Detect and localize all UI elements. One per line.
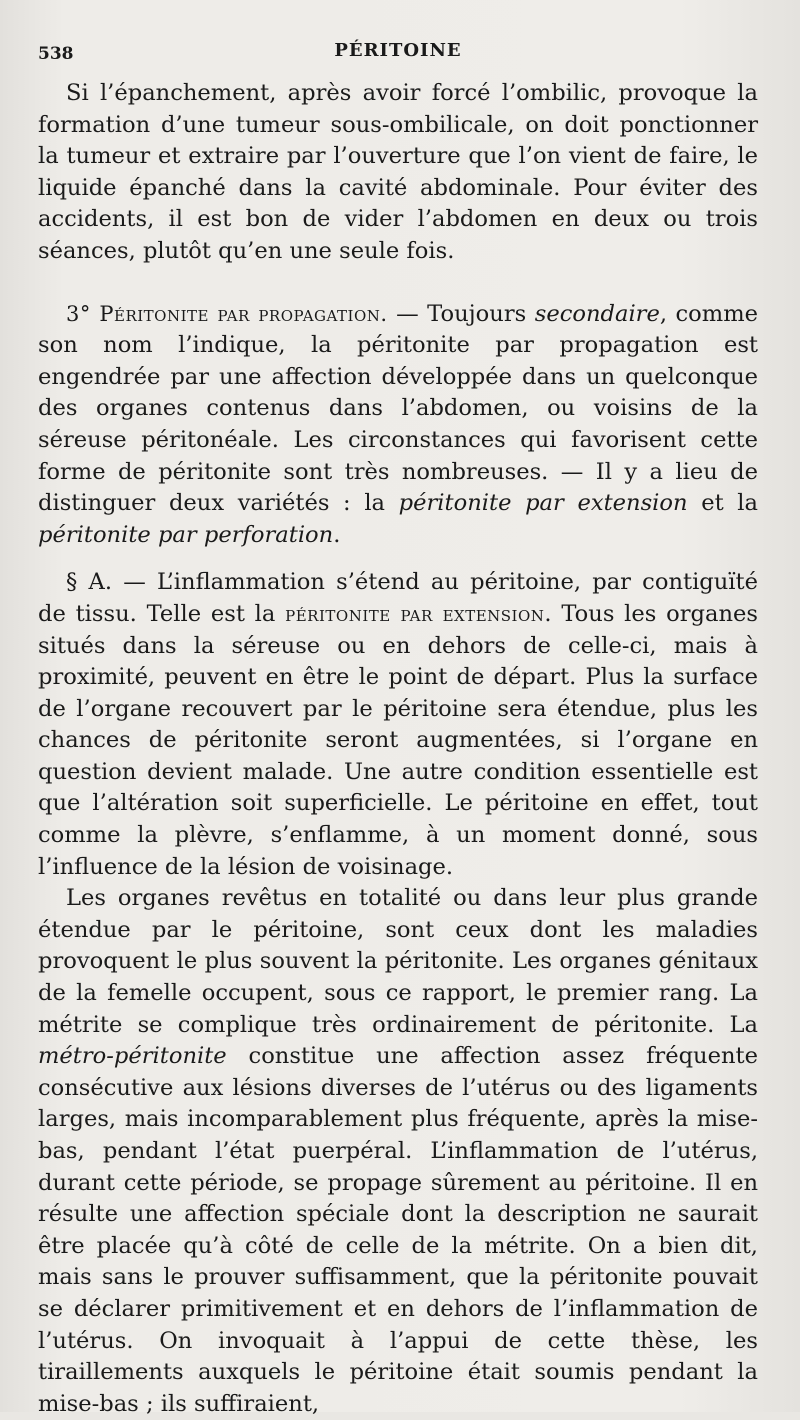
page-number: 538 [38, 44, 74, 64]
text-run: , comme son nom l’indique, la péritonite par propagation est engendrée par une affection développée dans un quelconque des organes contenus dans l’abdomen, ou voisins de la séreuse péritonéale. Les circonstances qui favorisent cette forme de péritonite sont très nombreuses. — Il y a lieu de distinguer deux variétés : la [38, 300, 759, 517]
paragraph-epanchement: Si l’épanchement, après avoir forcé l’ombilic, provoque la formation d’une tumeur sous-ombilicale, on doit ponctionner la tumeur et extraire par l’ouverture que l’on vient de faire, le liquide épanché dans la cavité abdominale. Pour éviter des accidents, il est bon de vider l’abdomen en deux ou trois séances, plutôt qu’en une seule fois. [38, 80, 758, 264]
paragraph-propagation [38, 299, 758, 552]
text-run: § A. — L’inflammation s’étend au péritoine, par contiguïté de tissu. Telle est la [38, 569, 758, 627]
section-heading-propagation: 3° Péritonite par propagation. [66, 301, 388, 326]
italic-run: péritonite par perforation [38, 521, 334, 548]
text-run: constitue une affection assez fréquente consécutive aux lésions diverses de l’utérus ou des ligaments larges, mais incomparablement plus fréquente, après la mise-bas, pendant l’état puerpéral. L’inflammation de l’utérus, durant cette période, se propage sûrement au péritoine. Il en résulte une affection spéciale dont la description ne saurait être placée qu’à côté de celle de la métrite. On a bien dit, mais sans le prouver suffisamment, que la péritonite pouvait se déclarer primitivement et en dehors de l’inflammation de l’utérus. On invoquait à l’appui de cette thèse, les tiraillements auxquels le péritoine était soumis pendant la mise-bas ; ils suffiraient, [38, 1043, 758, 1417]
section-gap [38, 268, 758, 299]
italic-run: secondaire [534, 300, 660, 327]
section-gap [38, 551, 758, 567]
page-body [38, 78, 758, 1420]
text-run: — Toujours [387, 300, 535, 327]
text-run: . [333, 521, 341, 548]
running-title: PÉRITOINE [334, 40, 462, 61]
italic-run: péritonite par extension [398, 490, 688, 517]
text-run: et la [687, 490, 758, 517]
text-run: Les organes revêtus en totalité ou dans leur plus grande étendue par le péritoine, sont ceux dont les maladies provoquent le plus souvent la péritonite. Les organes génitaux de la femelle occupent, sous ce rapport, le premier rang. La métrite se complique très ordinairement de péritonite. La [38, 885, 758, 1038]
italic-run: métro-péritonite [38, 1043, 227, 1070]
paragraph-extension [38, 567, 758, 883]
running-head [38, 38, 758, 78]
text-run: . Tous les organes situés dans la séreuse ou en dehors de celle-ci, mais à proximité, peuvent en être le point de départ. Plus la surface de l’organe recouvert par le péritoine sera étendue, plus les chances de péritonite seront augmentées, si l’organe en question devient malade. Une autre condition essentielle est que l’altération soit superficielle. Le péritoine en effet, tout comme la plèvre, s’enflamme, à un moment donné, sous l’influence de la lésion de voisinage. [38, 600, 758, 880]
paragraph-organes [38, 883, 758, 1420]
smallcaps-run: péritonite par extension [285, 601, 545, 626]
